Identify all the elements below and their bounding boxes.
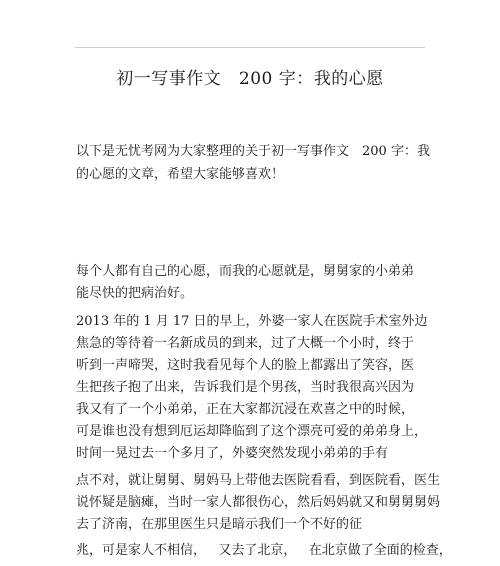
paragraph-line: 能尽快的把病治好。 <box>76 286 194 301</box>
paragraph-line: 2013 年的 1 月 17 日的早上，外婆一家人在医院手术室外边 <box>76 314 428 329</box>
intro-line-tail: 200 字：我 <box>362 144 430 159</box>
paragraph-line: 时间一晃过去一个多月了，外婆突然发现小弟弟的手有 <box>76 446 389 461</box>
paragraph-line: 焦急的等待着一名新成员的到来，过了大概一个小时，终于 <box>76 336 415 351</box>
paragraph-line: 我又有了一个小弟弟，正在大家都沉浸在欢喜之中的时候， <box>76 402 415 417</box>
paragraph-line: 兆，可是家人不相信， 又去了北京， 在北京做了全面的检查， <box>76 543 452 558</box>
paragraph-line: 去了济南，在那里医生只是暗示我们一个不好的征 <box>76 517 363 532</box>
paragraph-line: 听到一声啼哭，这时我看见每个人的脸上都露出了笑容，医 <box>76 358 415 373</box>
paragraph-line: 说怀疑是脑瘫，当时一家人都很伤心，然后妈妈就又和舅舅舅妈 <box>76 495 441 510</box>
paragraph-line: 点不对，就让舅舅、舅妈马上带他去医院看看，到医院看，医生 <box>76 473 441 488</box>
document-title: 初一写事作文 200 字：我的心愿 <box>116 69 384 89</box>
intro-line: 的心愿的文章，希望大家能够喜欢！ <box>76 167 285 182</box>
paragraph-line: 每个人都有自己的心愿，而我的心愿就是，舅舅家的小弟弟 <box>76 264 415 279</box>
header-rule <box>75 47 425 48</box>
intro-line: 以下是无忧考网为大家整理的关于初一写事作文 <box>76 144 350 159</box>
paragraph-line: 可是谁也没有想到厄运却降临到了这个漂亮可爱的弟弟身上， <box>76 424 428 439</box>
paragraph-line: 生把孩子抱了出来，告诉我们是个男孩，当时我很高兴因为 <box>76 380 415 395</box>
